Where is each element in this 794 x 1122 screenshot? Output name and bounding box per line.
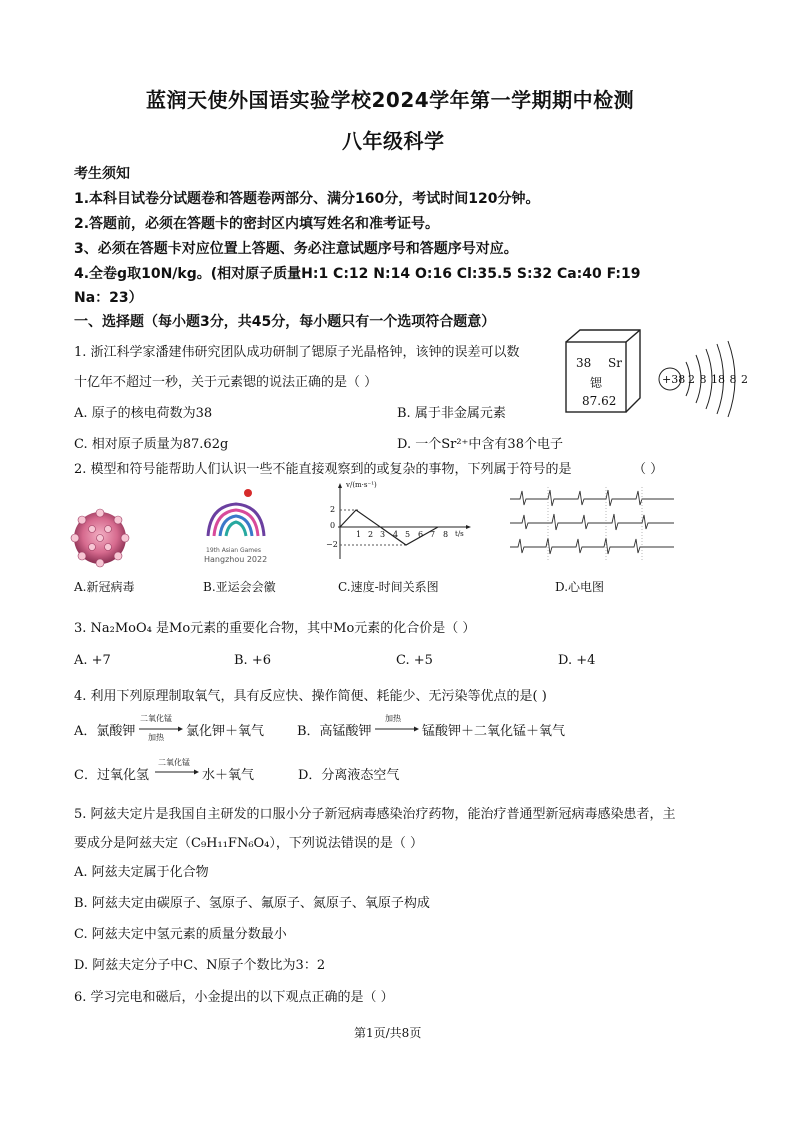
virus-image — [70, 507, 130, 569]
element-symbol: Sr — [608, 356, 622, 370]
asian-games-emblem — [200, 486, 272, 556]
q5-stem-2: 要成分是阿兹夫定（C₉H₁₁FN₆O₄），下列说法错误的是（ ） — [74, 836, 424, 851]
q4-option-a-catalyst: 二氧化锰 — [140, 714, 172, 723]
atom-shell-electrons: 2 8 18 8 2 — [688, 373, 748, 386]
q1-option-b: B. 属于非金属元素 — [397, 406, 506, 421]
graph-x-label: t/s — [455, 530, 464, 538]
notice-heading: 考生须知 — [74, 166, 130, 182]
notice-line-5: Na：23） — [74, 290, 143, 306]
q1-option-c: C. 相对原子质量为87.62g — [74, 437, 229, 452]
q2-stem: 2. 模型和符号能帮助人们认识一些不能直接观察到的或复杂的事物，下列属于符号的是 — [74, 462, 572, 477]
graph-y-tick-0: 0 — [330, 521, 336, 530]
q4-option-c-product: 水＋氧气 — [202, 768, 255, 783]
q4-option-a-reactant: A．氯酸钾 — [74, 724, 136, 739]
element-name: 锶 — [590, 376, 603, 390]
q2-option-b: B.亚运会会徽 — [203, 580, 276, 594]
graph-y-tick-neg2: −2 — [326, 540, 338, 549]
notice-line-4: 4.全卷g取10N/kg。(相对原子质量H:1 C:12 N:14 O:16 Cl:35.5 S:32 Ca:40 F:19 — [74, 266, 641, 282]
q1-option-d: D. 一个Sr²⁺中含有38个电子 — [397, 437, 563, 452]
q5-option-a: A. 阿兹夫定属于化合物 — [74, 865, 209, 880]
q3-option-b: B. +6 — [234, 653, 271, 668]
element-number: 38 — [576, 356, 592, 370]
q4-option-c-catalyst: 二氧化锰 — [158, 758, 190, 767]
q3-option-a: A. +7 — [74, 653, 111, 668]
q4-option-a-product: 氯化钾＋氧气 — [186, 724, 265, 739]
graph-y-label: v/(m·s⁻¹) — [346, 481, 377, 489]
q4-option-c-arrow — [154, 768, 200, 776]
ecg-chart — [508, 485, 676, 563]
emblem-line-2: Hangzhou 2022 — [204, 555, 268, 564]
page-subtitle: 八年级科学 — [342, 129, 445, 153]
q2-paren: （ ） — [633, 462, 664, 477]
notice-line-2: 2.答题前，必须在答题卡的密封区内填写姓名和准考证号。 — [74, 216, 440, 232]
q5-option-d: D. 阿兹夫定分子中C、N原子个数比为3：2 — [74, 958, 326, 973]
q2-option-d: D.心电图 — [555, 580, 605, 594]
graph-x-tick-3: 3 — [380, 530, 386, 539]
page-title: 蓝润天使外国语实验学校2024学年第一学期期中检测 — [146, 88, 635, 112]
graph-x-tick-1: 1 — [356, 530, 362, 539]
graph-x-tick-2: 2 — [368, 530, 374, 539]
q5-option-c: C. 阿兹夫定中氢元素的质量分数最小 — [74, 927, 287, 942]
graph-x-tick-8: 8 — [443, 530, 449, 539]
q3-option-c: C. +5 — [396, 653, 433, 668]
q4-option-b-arrow — [374, 725, 420, 733]
q4-option-a-condition: 加热 — [148, 733, 164, 742]
page-number: 第1页/共8页 — [354, 1026, 422, 1040]
atom-nucleus-label: +38 — [662, 373, 686, 386]
element-mass: 87.62 — [582, 394, 617, 408]
velocity-time-graph — [328, 481, 473, 561]
q2-option-c: C.速度-时间关系图 — [338, 580, 439, 594]
q6-stem: 6. 学习完电和磁后，小金提出的以下观点正确的是（ ） — [74, 990, 394, 1005]
q3-stem: 3. Na₂MoO₄ 是Mo元素的重要化合物，其中Mo元素的化合价是（ ） — [74, 621, 476, 636]
graph-x-tick-7: 7 — [430, 530, 436, 539]
q3-option-d: D. +4 — [558, 653, 596, 668]
emblem-line-1: 19th Asian Games — [206, 547, 261, 554]
q2-option-a: A.新冠病毒 — [74, 580, 135, 594]
q1-stem-1: 1. 浙江科学家潘建伟研究团队成功研制了锶原子光晶格钟，该钟的误差可以数 — [74, 345, 520, 360]
graph-x-tick-5: 5 — [405, 530, 411, 539]
q1-stem-2: 十亿年不超过一秒，关于元素锶的说法正确的是（ ） — [74, 375, 378, 390]
q1-option-a: A. 原子的核电荷数为38 — [74, 406, 213, 421]
q4-option-b-product: 锰酸钾＋二氧化锰＋氧气 — [422, 724, 566, 739]
q4-stem: 4. 利用下列原理制取氧气，具有反应快、操作简便、耗能少、无污染等优点的是( ) — [74, 689, 547, 704]
graph-x-tick-6: 6 — [418, 530, 424, 539]
section-heading: 一、选择题（每小题3分，共45分，每小题只有一个选项符合题意） — [74, 314, 496, 330]
q4-option-d: D．分离液态空气 — [298, 768, 400, 783]
graph-x-tick-4: 4 — [393, 530, 399, 539]
q4-option-b-reactant: B．高锰酸钾 — [297, 724, 372, 739]
q4-option-c-reactant: C．过氧化氢 — [74, 768, 149, 783]
q5-stem-1: 5. 阿兹夫定片是我国自主研发的口服小分子新冠病毒感染治疗药物，能治疗普通型新冠病毒感染患者，主 — [74, 807, 676, 822]
q4-option-b-condition: 加热 — [385, 714, 401, 723]
notice-line-1: 1.本科目试卷分试题卷和答题卷两部分、满分160分，考试时间120分钟。 — [74, 191, 540, 207]
q5-option-b: B. 阿兹夫定由碳原子、氢原子、氟原子、氮原子、氧原子构成 — [74, 896, 430, 911]
graph-y-tick-2: 2 — [330, 505, 336, 514]
notice-line-3: 3、必须在答题卡对应位置上答题、务必注意试题序号和答题序号对应。 — [74, 241, 518, 257]
